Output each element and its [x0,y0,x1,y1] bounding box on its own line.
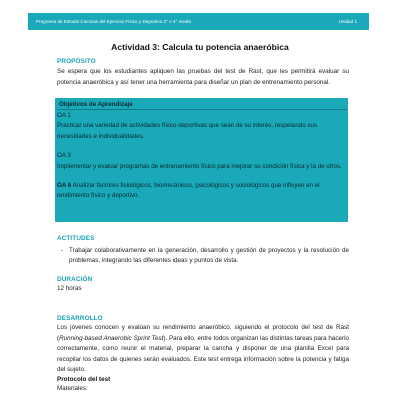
duracion-value: 12 horas [57,285,82,292]
bullet-dash: - [61,247,64,254]
desarrollo-text-italic: Running-based Anaerobic Sprint Test [59,334,164,342]
objetivos-heading: Objetivos de Aprendizaje [57,100,347,110]
header-banner [28,13,369,30]
oa6-block [57,181,346,202]
desarrollo-text-a: Los jóvenes conocen y evalúan su rendimiento anaeróbico, siguiendo el protocolo del test de Rast ( [57,324,349,342]
desarrollo-text-b: ). Para ello, entre todos organizan las distintas tareas para hacerlo correctamente, como reunir el material, preparar la cancha y disponer de una planilla Excel para recopilar los datos de quienes serán evaluados. Este test entrega información sobre la potencia y fatiga del sujeto. [57,334,350,374]
oa1-text: Practicar una variedad de actividades físico-deportivas que sean de su interés, respetando sus necesidades e individualidades. [57,122,318,140]
objetivos-body [57,111,346,202]
actitudes-heading: ACTITUDES [57,235,95,242]
oa6-text: Analizar factores fisiológicos, biomecánicos, psicológicos y sociológicos que influyen en el rendimiento físico y deportivo. [57,182,320,200]
desarrollo-text [57,323,349,376]
materiales-label: Materiales: [57,385,88,392]
actitudes-item [57,246,349,267]
protocolo-heading: Protocolo del test [57,376,111,383]
activity-title: Actividad 3: Calcula tu potencia anaeróbica [111,42,289,52]
proposito-heading: PROPÓSITO [57,58,96,65]
program-title: Programa de Estudio Ciencias del Ejercicio Físico y Deportivo 3° o 4° medio [36,19,192,24]
proposito-text: Se espera que los estudiantes apliquen las pruebas del test de Rast, que les permitirá evaluar su potencia anaeróbica y así tener una herramienta para diseñar un plan de entrenamiento personal. [57,68,349,86]
unit-label: Unidad 1 [338,19,357,24]
duracion-heading: DURACIÓN [57,276,93,283]
oa1-label: OA 1 [57,112,71,119]
oa6-label: OA 6 [57,182,72,190]
desarrollo-heading: DESARROLLO [57,315,103,322]
actitudes-text: Trabajar colaborativamente en la generación, desarrollo y gestión de proyectos y la resolución de problemas, integrando las diferentes ideas y puntos de vista. [69,247,349,265]
oa3-label: OA 3 [57,152,71,160]
oa3-text: Implementar y evaluar programas de entrenamiento físico para mejorar su condición física y la de otros. [57,162,342,170]
